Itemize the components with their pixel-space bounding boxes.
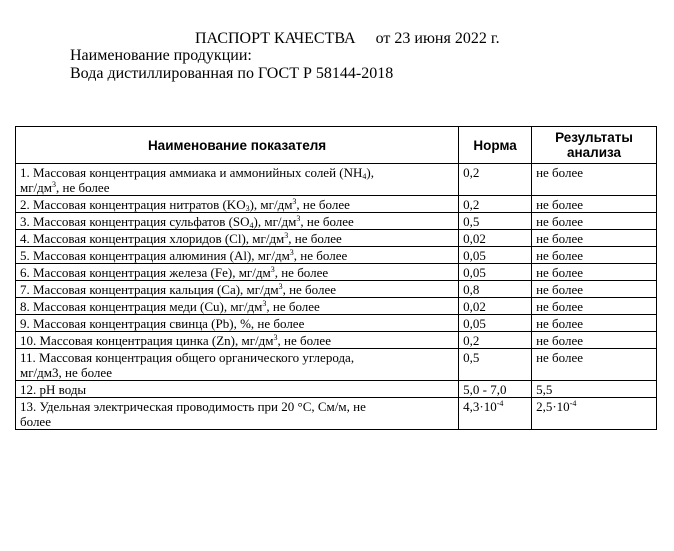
cell-text: 0,2 xyxy=(463,165,480,180)
cell-text: , не более xyxy=(296,197,350,212)
result-cell xyxy=(532,315,657,332)
cell-text: 0,8 xyxy=(463,282,480,297)
cell-text: 0,05 xyxy=(463,316,486,331)
cell-text: , не более xyxy=(56,180,110,195)
cell-text: ), мг/дм xyxy=(253,214,297,229)
table-row xyxy=(16,398,657,430)
subscript: 4 xyxy=(362,172,367,181)
indicator-cell xyxy=(16,398,459,430)
cell-text: 0,2 xyxy=(463,197,480,212)
table-row xyxy=(16,230,657,247)
cell-text: , не более xyxy=(288,231,342,246)
table-row xyxy=(16,315,657,332)
cell-text: 1. Массовая концентрация аммиака и аммонийных солей (NH xyxy=(20,165,363,180)
indicator-cell xyxy=(16,349,459,381)
indicator-cell xyxy=(16,332,459,349)
result-cell xyxy=(532,264,657,281)
indicator-cell xyxy=(16,381,459,398)
table-row xyxy=(16,281,657,298)
table-row xyxy=(16,381,657,398)
norm-cell xyxy=(459,230,532,247)
result-cell xyxy=(532,164,657,196)
result-cell xyxy=(532,381,657,398)
subscript: 4 xyxy=(249,221,254,230)
cell-text: не более xyxy=(536,299,584,314)
cell-text: , не более xyxy=(277,333,331,348)
result-cell xyxy=(532,247,657,264)
cell-text: 3. Массовая концентрация сульфатов (SO xyxy=(20,214,250,229)
table-row xyxy=(16,298,657,315)
cell-text: ), xyxy=(366,165,374,180)
cell-text: , не более xyxy=(300,214,354,229)
norm-cell xyxy=(459,281,532,298)
norm-cell xyxy=(459,349,532,381)
superscript: 3 xyxy=(296,214,301,223)
passport-title-line xyxy=(195,30,500,48)
cell-text: не более xyxy=(536,350,584,365)
product-label: Наименование продукции: xyxy=(70,47,252,64)
superscript: 3 xyxy=(289,248,294,257)
result-cell xyxy=(532,298,657,315)
cell-text: мг/дм3, не более xyxy=(20,365,112,380)
cell-text: более xyxy=(20,414,51,429)
cell-text: не более xyxy=(536,231,584,246)
cell-text: 0,5 xyxy=(463,214,480,229)
column-header-result: Результаты анализа xyxy=(532,127,657,164)
table-body xyxy=(16,164,657,430)
passport-title: ПАСПОРТ КАЧЕСТВА xyxy=(195,30,356,47)
passport-date: от 23 июня 2022 г. xyxy=(375,30,500,47)
subscript: 3 xyxy=(245,204,250,213)
table-row xyxy=(16,247,657,264)
norm-cell xyxy=(459,164,532,196)
cell-text: 0,05 xyxy=(463,265,486,280)
result-cell xyxy=(532,196,657,213)
cell-text: не более xyxy=(536,214,584,229)
cell-text: 2. Массовая концентрация нитратов (KO xyxy=(20,197,246,212)
cell-text: 5,5 xyxy=(536,382,553,397)
cell-text: 5. Массовая концентрация алюминия (Al), мг/дм xyxy=(20,248,290,263)
cell-text: 4. Массовая концентрация хлоридов (Cl), мг/дм xyxy=(20,231,285,246)
cell-text: , не более xyxy=(274,265,329,280)
cell-text: 8. Массовая концентрация меди (Cu), мг/дм xyxy=(20,299,263,314)
result-cell xyxy=(532,398,657,430)
cell-text: 0,2 xyxy=(463,333,480,348)
cell-text: 12. pH воды xyxy=(20,382,87,397)
indicator-cell xyxy=(16,247,459,264)
norm-cell xyxy=(459,264,532,281)
superscript: 3 xyxy=(284,231,289,240)
cell-text: ), мг/дм xyxy=(249,197,293,212)
cell-text: , не более xyxy=(282,282,337,297)
indicator-cell xyxy=(16,315,459,332)
superscript: 3 xyxy=(273,333,278,342)
superscript: 3 xyxy=(262,299,267,308)
table-row xyxy=(16,213,657,230)
cell-text: не более xyxy=(536,165,584,180)
norm-cell xyxy=(459,196,532,213)
result-cell xyxy=(532,213,657,230)
superscript: -4 xyxy=(496,399,504,408)
cell-text: 2,5·10 xyxy=(536,399,570,414)
result-cell xyxy=(532,332,657,349)
indicator-cell xyxy=(16,164,459,196)
table-row xyxy=(16,196,657,213)
table-row xyxy=(16,264,657,281)
norm-cell xyxy=(459,315,532,332)
column-header-indicator: Наименование показателя xyxy=(16,127,459,164)
cell-text: , не более xyxy=(293,248,348,263)
indicator-cell xyxy=(16,213,459,230)
norm-cell xyxy=(459,332,532,349)
product-name: Вода дистиллированная по ГОСТ Р 58144-2018 xyxy=(70,65,394,82)
norm-cell xyxy=(459,247,532,264)
table-row xyxy=(16,164,657,196)
norm-cell xyxy=(459,381,532,398)
superscript: 3 xyxy=(278,282,283,291)
cell-text: мг/дм xyxy=(20,180,53,195)
indicator-cell xyxy=(16,230,459,247)
result-cell xyxy=(532,230,657,247)
indicator-cell xyxy=(16,298,459,315)
cell-text: , не более xyxy=(266,299,320,314)
cell-text: 7. Массовая концентрация кальция (Ca), мг/дм xyxy=(20,282,279,297)
indicator-cell xyxy=(16,264,459,281)
column-header-norm: Норма xyxy=(459,127,532,164)
norm-cell xyxy=(459,213,532,230)
superscript: 3 xyxy=(270,265,275,274)
superscript: 3 xyxy=(292,197,297,206)
cell-text: 0,02 xyxy=(463,231,486,246)
cell-text: не более xyxy=(536,333,584,348)
cell-text: 0,5 xyxy=(463,350,480,365)
cell-text: 6. Массовая концентрация железа (Fe), мг/дм xyxy=(20,265,271,280)
norm-cell xyxy=(459,298,532,315)
result-cell xyxy=(532,349,657,381)
cell-text: 0,02 xyxy=(463,299,486,314)
cell-text: 5,0 - 7,0 xyxy=(463,382,507,397)
indicator-cell xyxy=(16,196,459,213)
cell-text: не более xyxy=(536,197,584,212)
cell-text: 4,3·10 xyxy=(463,399,497,414)
norm-cell xyxy=(459,398,532,430)
cell-text: 0,05 xyxy=(463,248,486,263)
table-row xyxy=(16,332,657,349)
superscript: -4 xyxy=(569,399,577,408)
indicator-cell xyxy=(16,281,459,298)
cell-text: 11. Массовая концентрация общего органического углерода, xyxy=(20,350,355,365)
cell-text: не более xyxy=(536,248,584,263)
table-row xyxy=(16,349,657,381)
superscript: 3 xyxy=(52,180,57,189)
cell-text: 13. Удельная электрическая проводимость при 20 °С, См/м, не xyxy=(20,399,366,414)
cell-text: не более xyxy=(536,316,584,331)
table-header-row xyxy=(16,127,657,164)
cell-text: 10. Массовая концентрация цинка (Zn), мг/дм xyxy=(20,333,274,348)
result-cell xyxy=(532,281,657,298)
quality-table xyxy=(15,126,657,430)
cell-text: 9. Массовая концентрация свинца (Pb), %, не более xyxy=(20,316,305,331)
cell-text: не более xyxy=(536,282,584,297)
cell-text: не более xyxy=(536,265,584,280)
